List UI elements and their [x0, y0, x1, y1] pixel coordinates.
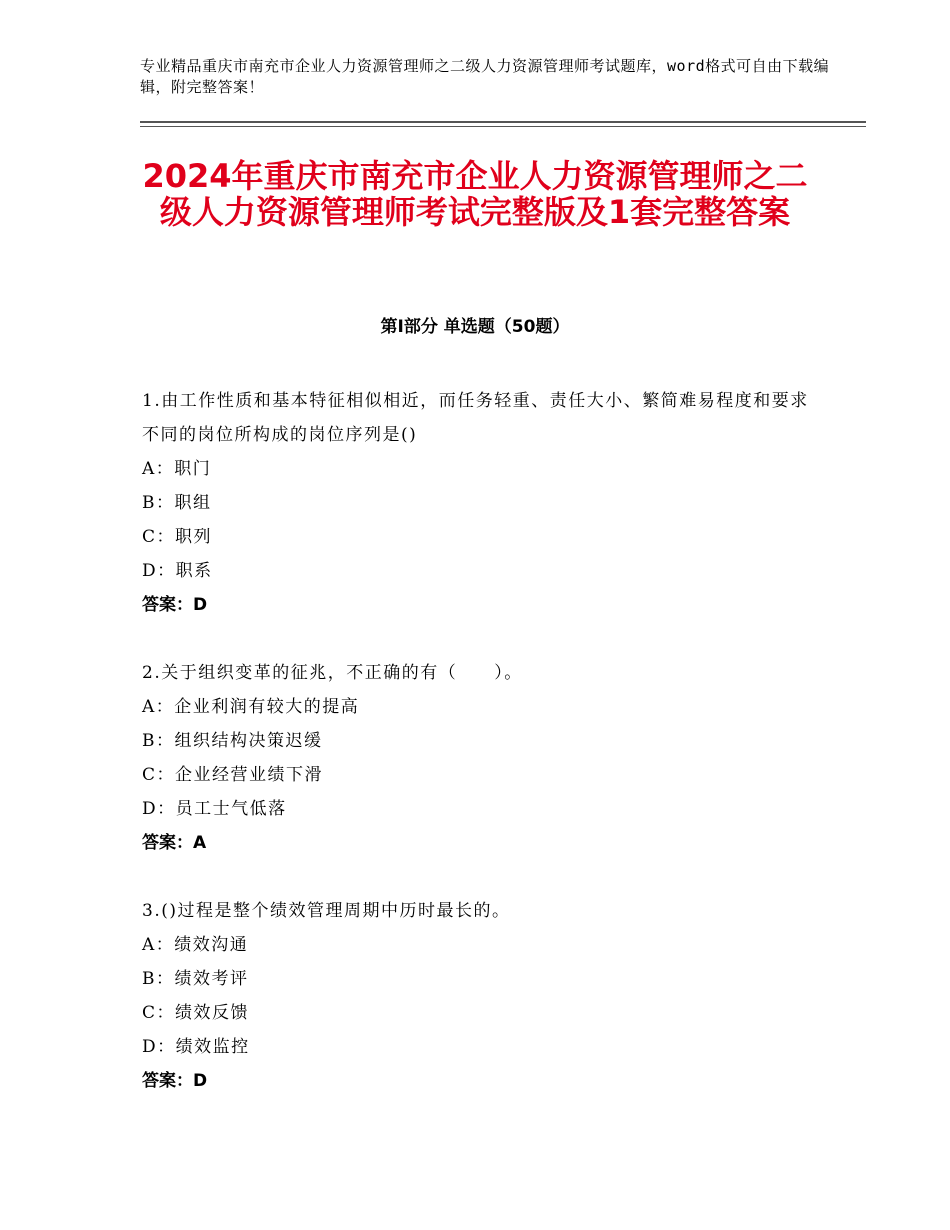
header-rule-thin — [140, 126, 866, 127]
option-a: A：绩效沟通 — [142, 935, 249, 955]
option-c: C：绩效反馈 — [142, 1003, 250, 1023]
option-d: D：绩效监控 — [142, 1037, 250, 1057]
option-a: A：职门 — [142, 459, 212, 479]
option-d: D：职系 — [142, 561, 213, 581]
document-title: 2024年重庆市南充市企业人力资源管理师之二级人力资源管理师考试完整版及1套完整答案 — [142, 157, 808, 231]
answer: 答案：D — [142, 595, 208, 615]
option-b: B：绩效考评 — [142, 969, 249, 989]
header-note: 专业精品重庆市南充市企业人力资源管理师之二级人力资源管理师考试题库，word格式可自由下载编辑，附完整答案！ — [140, 57, 830, 96]
option-d: D：员工士气低落 — [142, 799, 287, 819]
question-stem: 3.()过程是整个绩效管理周期中历时最长的。 — [142, 901, 511, 921]
option-c: C：企业经营业绩下滑 — [142, 765, 324, 785]
section-title: 第Ⅰ部分 单选题（50题） — [380, 317, 570, 337]
option-b: B：组织结构决策迟缓 — [142, 731, 323, 751]
option-c: C：职列 — [142, 527, 213, 547]
question-stem: 2.关于组织变革的征兆，不正确的有（ ）。 — [142, 663, 523, 683]
option-b: B：职组 — [142, 493, 212, 513]
question-3 — [142, 894, 822, 1098]
answer: 答案：D — [142, 1071, 208, 1091]
header-rule — [140, 121, 866, 123]
question-list — [142, 384, 822, 1132]
question-stem: 1.由工作性质和基本特征相似相近，而任务轻重、责任大小、繁简难易程度和要求不同的岗位所构成的岗位序列是() — [142, 391, 809, 445]
answer: 答案：A — [142, 833, 207, 853]
option-a: A：企业利润有较大的提高 — [142, 697, 360, 717]
question-2 — [142, 656, 822, 860]
question-1 — [142, 384, 822, 622]
